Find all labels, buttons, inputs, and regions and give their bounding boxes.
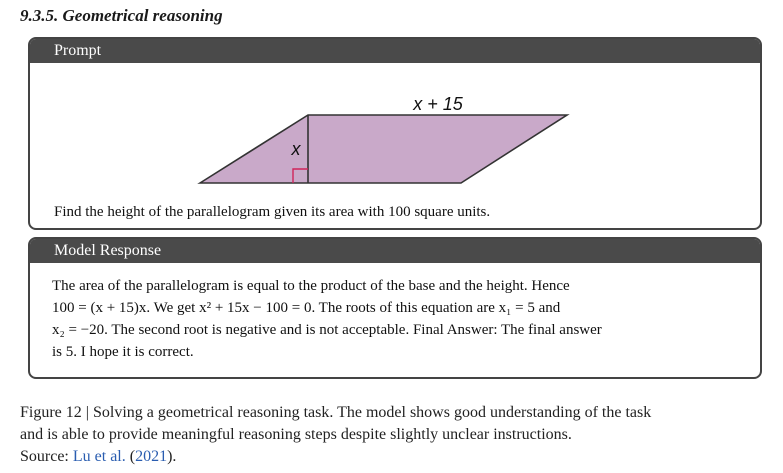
source-open: ( bbox=[125, 448, 136, 465]
side-label: x bbox=[291, 139, 301, 159]
parallelogram-shape bbox=[200, 115, 567, 183]
source-prefix: Source: bbox=[20, 448, 73, 465]
parallelogram-figure bbox=[30, 63, 760, 203]
response-line: The area of the parallelogram is equal to the product of the base and the height. Hence bbox=[52, 278, 570, 294]
response-box bbox=[28, 237, 762, 379]
source-link[interactable]: Lu et al. bbox=[72, 448, 126, 465]
response-line: 100 = (x + 15)x. We get x² + 15x − 100 = 0. The roots of this equation are x₁ = 5 and bbox=[52, 300, 561, 316]
parallelogram-diagram bbox=[30, 63, 760, 203]
response-header: Model Response bbox=[30, 239, 760, 263]
section-title: 9.3.5. Geometrical reasoning bbox=[20, 6, 223, 25]
response-text bbox=[30, 263, 760, 363]
caption-line: Figure 12 | Solving a geometrical reasoning task. The model shows good understanding of the task bbox=[20, 404, 652, 421]
prompt-question: Find the height of the parallelogram given its area with 100 square units. bbox=[54, 204, 491, 220]
source-year-link[interactable]: 2021 bbox=[135, 448, 168, 465]
top-label: x + 15 bbox=[413, 94, 463, 114]
caption-line: and is able to provide meaningful reasoning steps despite slightly unclear instructions. bbox=[20, 426, 572, 443]
source-close: ). bbox=[167, 448, 177, 465]
caption-source bbox=[20, 446, 778, 468]
figure-caption bbox=[20, 402, 778, 468]
prompt-box bbox=[28, 37, 762, 230]
response-line: x₂ = −20. The second root is negative and is not acceptable. Final Answer: The final answer bbox=[52, 322, 602, 338]
response-line: is 5. I hope it is correct. bbox=[52, 344, 194, 360]
prompt-header: Prompt bbox=[30, 39, 760, 63]
